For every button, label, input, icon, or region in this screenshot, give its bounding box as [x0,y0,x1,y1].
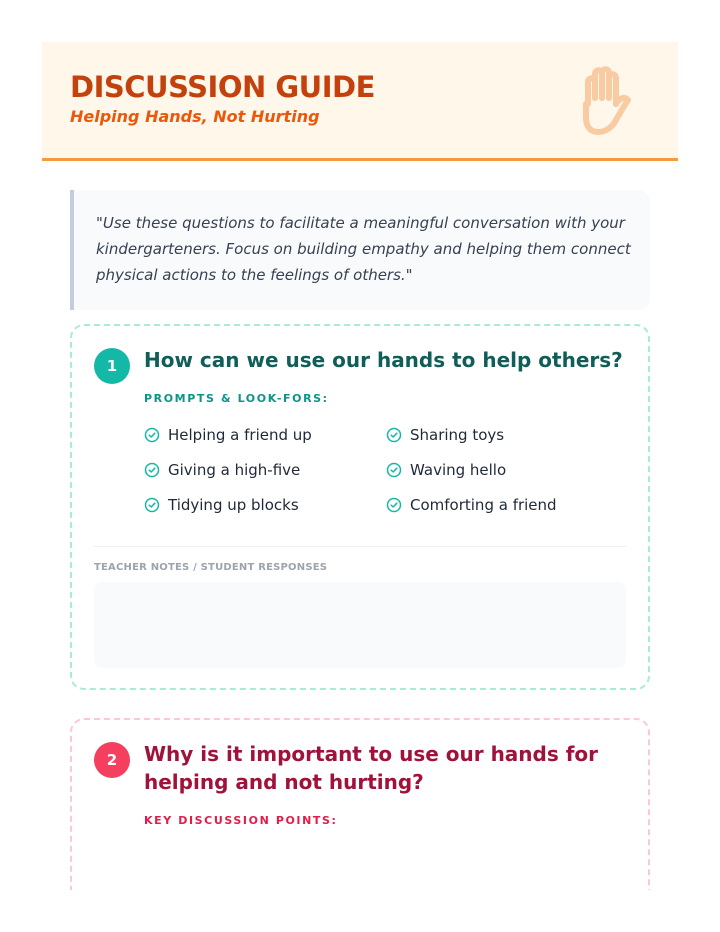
prompt-item [386,494,557,516]
prompt-text: Sharing toys [410,426,505,444]
check-circle-icon [386,497,402,513]
question-title: How can we use our hands to help others? [144,348,623,372]
prompt-text: Tidying up blocks [168,496,299,514]
intro-text: "Use these questions to facilitate a meaningful conversation with your kindergarteners. Focus on building empathy and helping them connect physical actions to the feelings of others." [96,214,631,284]
check-circle-icon [386,427,402,443]
prompt-item [144,494,299,516]
prompt-item [386,459,506,481]
intro-quote [70,190,650,310]
prompt-text: Helping a friend up [168,426,312,444]
check-circle-icon [144,427,160,443]
check-circle-icon [386,462,402,478]
question-title: Why is it important to use our hands for helping and not hurting? [144,742,599,794]
question-number-badge: 2 [94,742,130,778]
check-circle-icon [144,497,160,513]
prompt-item [144,459,300,481]
page-title: DISCUSSION GUIDE [70,70,375,104]
discussion-guide-page [42,42,678,890]
notes-area[interactable] [94,582,626,668]
question-card-2 [70,718,650,890]
question-card-1 [70,324,650,690]
prompt-text: Giving a high-five [168,461,301,479]
notes-label: TEACHER NOTES / STUDENT RESPONSES [94,562,328,573]
check-circle-icon [144,462,160,478]
header [42,42,678,161]
discussion-points-label: KEY DISCUSSION POINTS: [144,814,338,827]
page-subtitle: Helping Hands, Not Hurting [70,107,320,126]
prompt-text: Comforting a friend [410,496,557,514]
divider [94,546,626,547]
hand-icon [562,58,654,140]
prompt-item [144,424,312,446]
prompts-label: PROMPTS & LOOK-FORS: [144,392,329,405]
prompt-item [386,424,504,446]
question-number-badge: 1 [94,348,130,384]
prompt-text: Waving hello [410,461,507,479]
